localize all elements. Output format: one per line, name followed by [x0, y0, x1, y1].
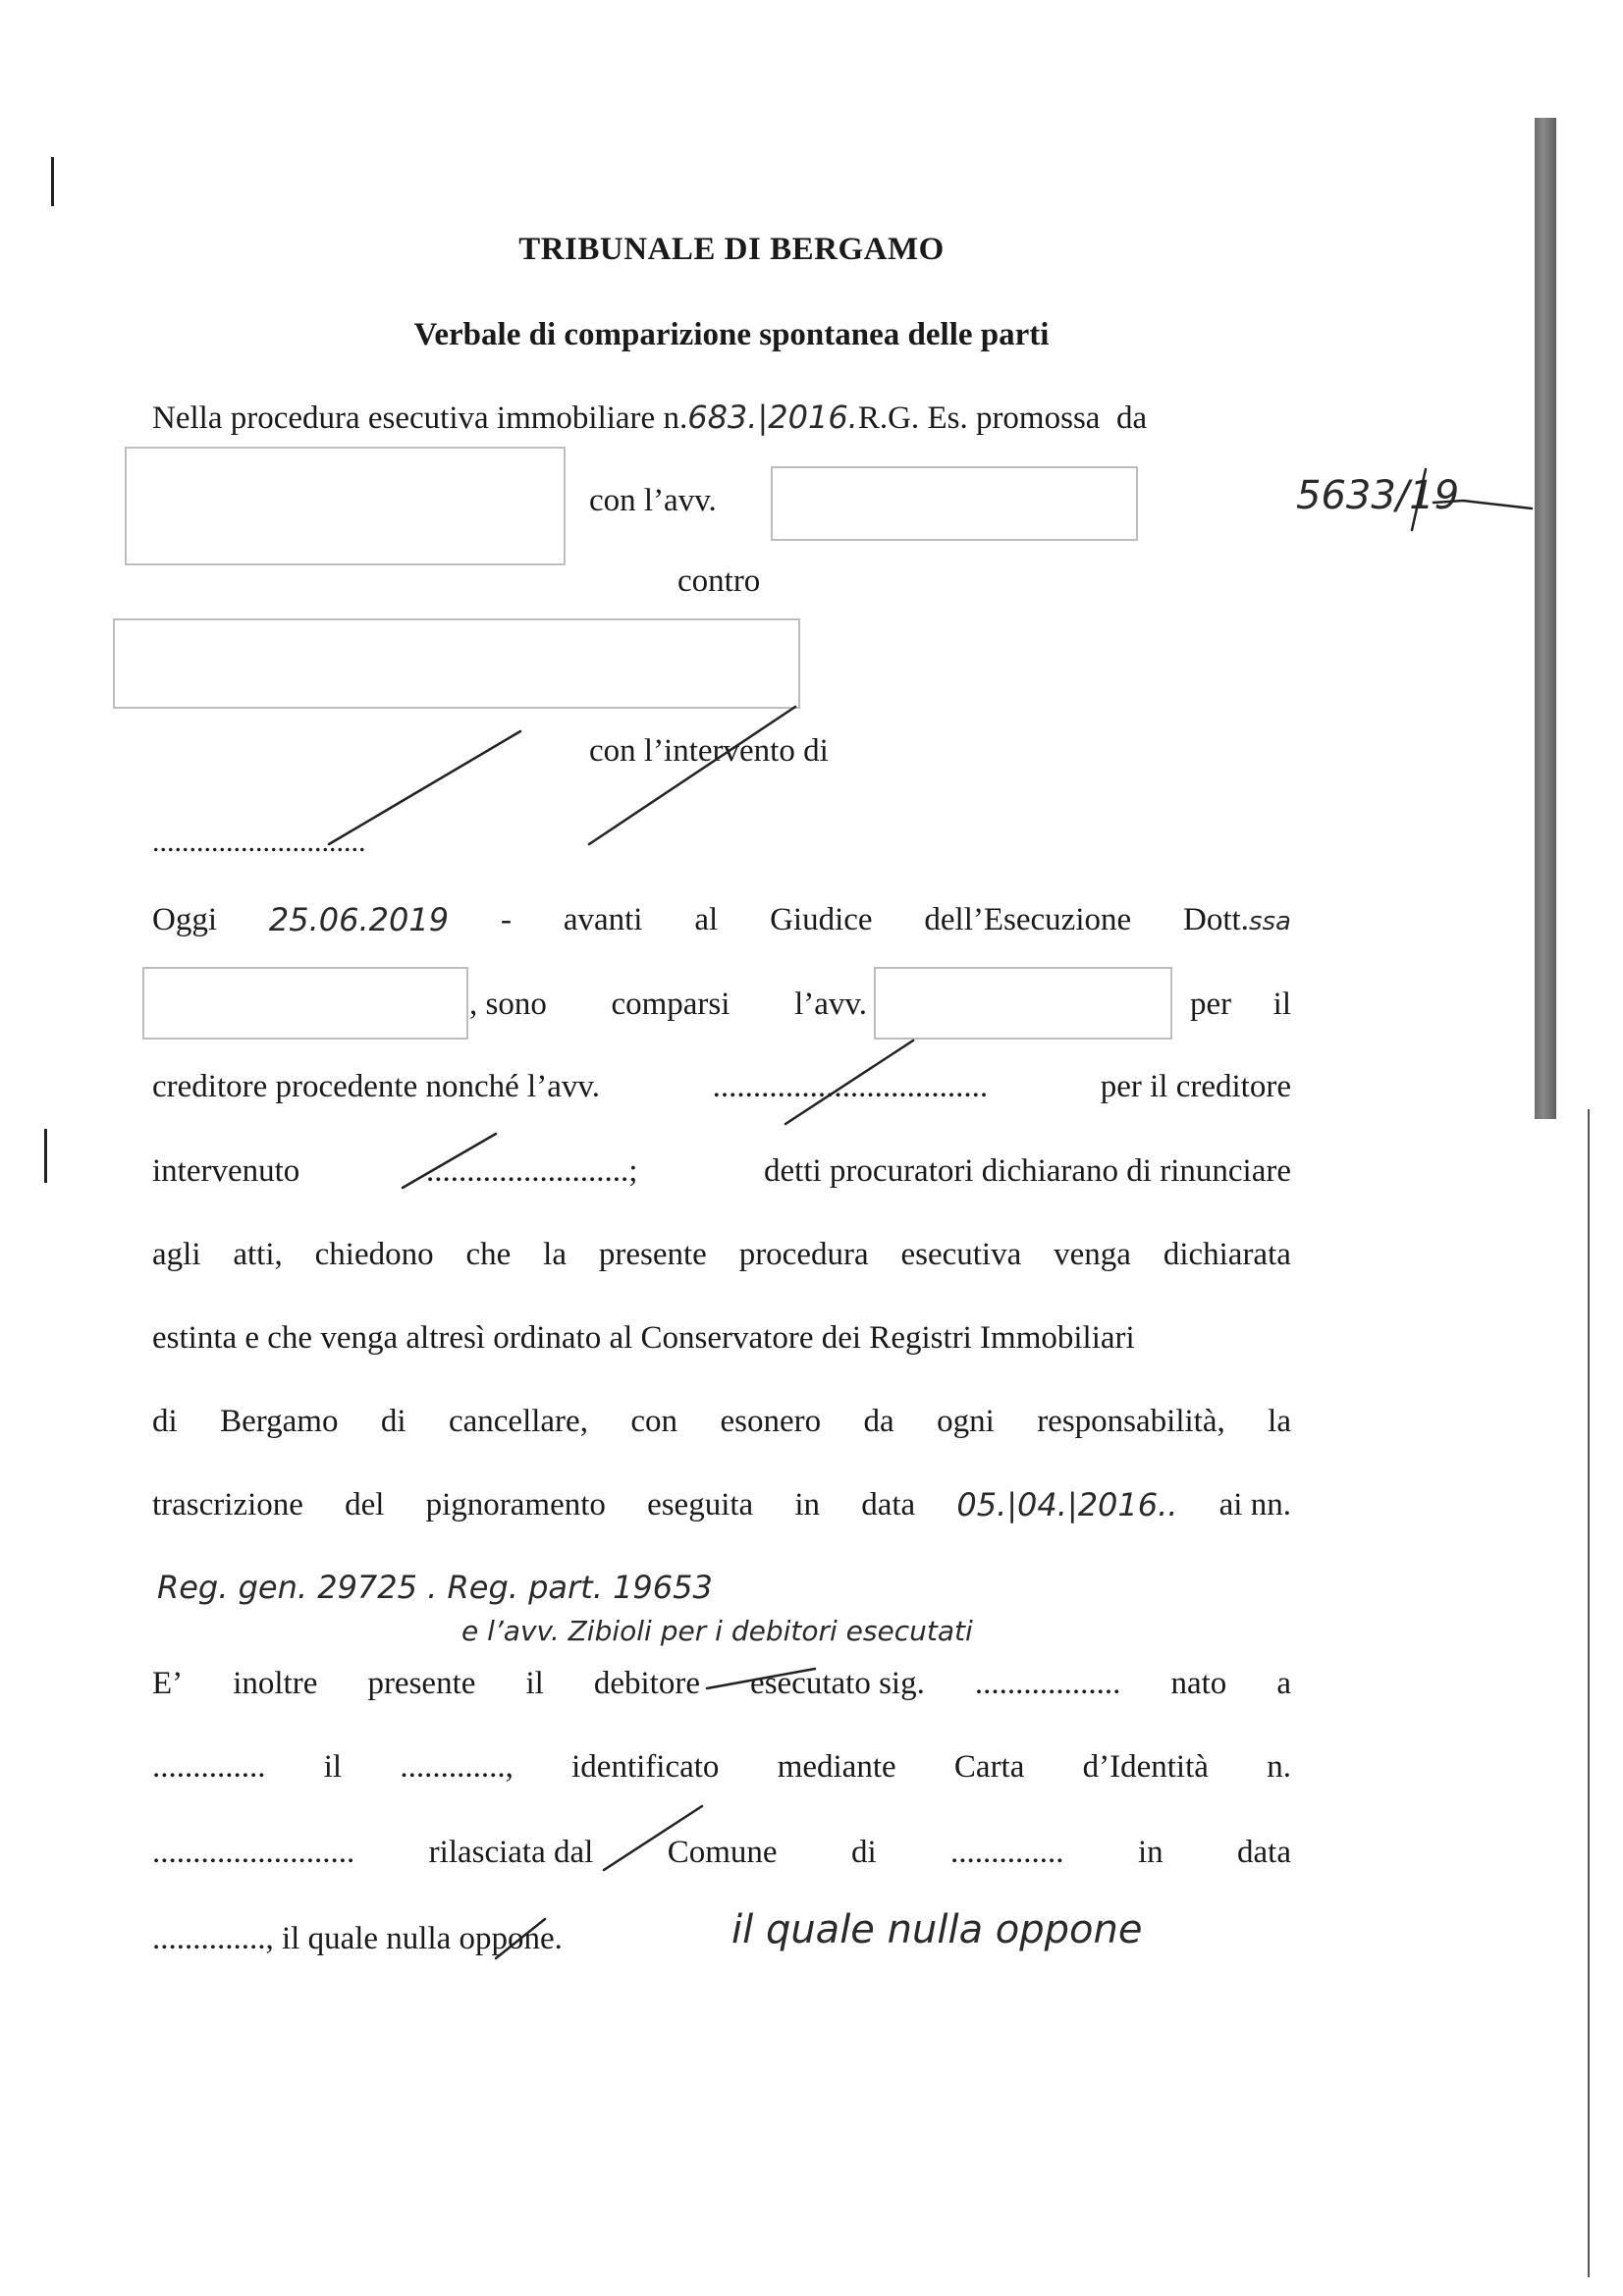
intervenuto-right: detti procuratori dichiarano di rinunciare	[764, 1153, 1291, 1189]
w7-4: con	[630, 1404, 678, 1439]
w8-0: trascrizione	[152, 1487, 303, 1522]
dott-handwritten: ssa	[1248, 907, 1291, 936]
strike-esecutato	[707, 1669, 815, 1688]
oggi-word-4: Giudice	[770, 902, 873, 937]
w7-3: cancellare,	[448, 1404, 588, 1439]
comparsi-word-3: l’avv.	[794, 987, 867, 1022]
per-word: per	[1190, 987, 1232, 1022]
w9-1: inoltre	[233, 1666, 318, 1701]
w9-6: ..................	[974, 1666, 1121, 1701]
w9-7: nato	[1170, 1666, 1227, 1701]
intro-suffix-1: R.G.	[857, 400, 920, 436]
w5-5: presente	[598, 1237, 707, 1272]
margin-note-slash	[1412, 469, 1426, 530]
date-handwritten: 25.06.2019	[268, 901, 450, 938]
court-title: TRIBUNALE DI BERGAMO	[518, 232, 945, 267]
w10-6: d’Identità	[1082, 1749, 1209, 1785]
intro-suffix-3: promossa	[975, 400, 1101, 436]
creditore-dots: ..................................	[712, 1069, 989, 1104]
oggi-word-5: dell’Esecuzione	[924, 902, 1132, 937]
w10-3: identificato	[571, 1749, 720, 1785]
slash-rilasciata	[604, 1806, 702, 1870]
w8-4: in	[794, 1487, 821, 1522]
w10-2: .............,	[400, 1749, 514, 1785]
w11-6: data	[1237, 1835, 1291, 1870]
slash-intervento-2	[589, 707, 795, 844]
w5-0: agli	[152, 1237, 201, 1272]
slash-intervento-1	[329, 731, 520, 844]
oggi-word-3: al	[694, 902, 719, 937]
intervento-label: con l’intervento di	[589, 733, 829, 769]
w5-7: esecutiva	[900, 1237, 1022, 1272]
il-quale-handwritten: il quale nulla oppone	[731, 1907, 1143, 1952]
w10-4: mediante	[777, 1749, 896, 1785]
intervenuto-dots: .........................;	[425, 1153, 638, 1189]
oggi-word-1: -	[500, 902, 512, 937]
w9-0: E’	[152, 1666, 184, 1701]
slash-creditore	[785, 1041, 913, 1124]
oggi-word-2: avanti	[563, 902, 643, 937]
w7-5: esonero	[720, 1404, 822, 1439]
intervenuto-left: intervenuto	[152, 1153, 300, 1189]
slash-nulla	[496, 1919, 545, 1958]
intro-prefix: Nella procedura esecutiva immobiliare n.	[152, 400, 688, 436]
estinta-line: estinta e che venga altresì ordinato al Conservatore dei Registri Immobiliari	[152, 1320, 1135, 1356]
il-word: il	[1272, 987, 1291, 1022]
w7-9: la	[1268, 1404, 1291, 1439]
w8-5: data	[861, 1487, 916, 1522]
margin-note-underline	[1434, 501, 1532, 508]
w8-3: eseguita	[647, 1487, 754, 1522]
w5-6: procedura	[738, 1237, 869, 1272]
intro-suffix-4: da	[1115, 400, 1148, 436]
con-avv-label: con l’avv.	[589, 483, 717, 518]
oggi-word-6: Dott.	[1183, 902, 1249, 937]
comparsi-word-1: , sono	[469, 987, 547, 1022]
w9-3: il	[525, 1666, 544, 1701]
slash-intervenuto	[403, 1134, 496, 1188]
contro-label: contro	[677, 563, 761, 599]
document-subtitle: Verbale di comparizione spontanea delle parti	[413, 317, 1050, 352]
w11-5: in	[1137, 1835, 1163, 1870]
w9-4: debitore	[593, 1666, 700, 1701]
w11-1: rilasciata dal	[428, 1835, 594, 1870]
creditore-right: per il creditore	[1100, 1069, 1291, 1104]
w5-1: atti,	[233, 1237, 283, 1272]
w10-0: ..............	[152, 1749, 266, 1785]
w9-2: presente	[367, 1666, 476, 1701]
interlinear-handwritten: e l’avv. Zibioli per i debitori esecutati	[461, 1615, 973, 1647]
w5-2: chiedono	[314, 1237, 434, 1272]
w7-2: di	[380, 1404, 406, 1439]
intervento-dots: .............................	[152, 826, 366, 858]
w7-7: ogni	[937, 1404, 995, 1439]
transcription-date-handwritten: 05.|04.|2016..	[956, 1486, 1178, 1523]
w5-9: dichiarata	[1163, 1237, 1291, 1272]
w10-1: il	[323, 1749, 343, 1785]
w5-3: che	[465, 1237, 512, 1272]
w8-1: del	[345, 1487, 385, 1522]
w10-7: n.	[1267, 1749, 1291, 1785]
w7-1: Bergamo	[220, 1404, 339, 1439]
intro-suffix-2: Es.	[927, 400, 968, 436]
w8-2: pignoramento	[425, 1487, 606, 1522]
w7-0: di	[152, 1404, 178, 1439]
w11-3: di	[850, 1835, 877, 1870]
registry-handwritten: Reg. gen. 29725 . Reg. part. 19653	[157, 1569, 713, 1606]
comparsi-word-2: comparsi	[611, 987, 730, 1022]
w9-5: esecutato sig.	[750, 1666, 925, 1701]
w10-5: Carta	[953, 1749, 1025, 1785]
ai-nn: ai nn.	[1218, 1487, 1291, 1522]
w9-8: a	[1276, 1666, 1291, 1701]
case-number-handwritten: 683.|2016.	[687, 399, 858, 436]
w11-4: ..............	[950, 1835, 1064, 1870]
w5-8: venga	[1054, 1237, 1131, 1272]
il-quale-line: .............., il quale nulla oppone.	[152, 1921, 563, 1956]
w11-0: .........................	[152, 1835, 355, 1870]
w7-6: da	[863, 1404, 894, 1439]
creditore-left: creditore procedente nonché l’avv.	[152, 1069, 600, 1104]
w11-2: Comune	[667, 1835, 778, 1870]
margin-note-handwritten: 5633/19	[1296, 473, 1460, 518]
w5-4: la	[543, 1237, 567, 1272]
oggi-label: Oggi	[152, 902, 217, 937]
w7-8: responsabilità,	[1037, 1404, 1225, 1439]
